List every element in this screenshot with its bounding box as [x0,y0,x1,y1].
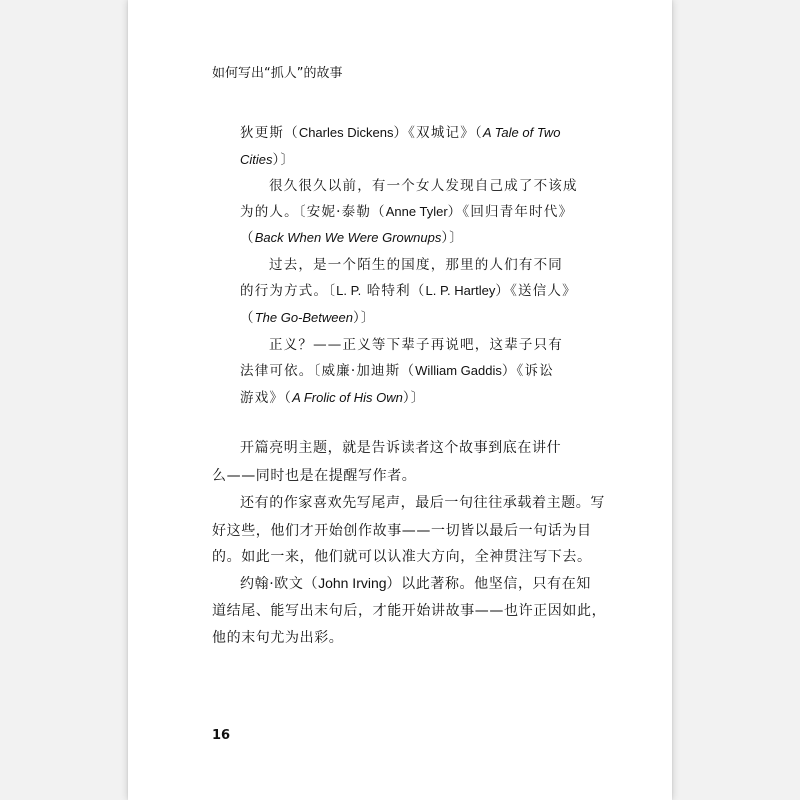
quote-3-line-2: 的行为方式。〔L. P. 哈特利（L. P. Hartley）《送信人》 [240,283,577,299]
paragraph-2-line-1: 还有的作家喜欢先写尾声，最后一句往往承载着主题。写 [240,495,605,511]
paragraph-3-line-1: 约翰·欧文（John Irving）以此著称。他坚信，只有在知 [240,575,591,592]
paragraph-3-line-3: 他的末句尤为出彩。 [212,630,344,646]
quote-4-line-1: 正义？——正义等下辈子再说吧，这辈子只有 [269,337,563,353]
paragraph-1-line-1: 开篇亮明主题，就是告诉读者这个故事到底在讲什 [240,440,562,456]
quote-4-line-3: 游戏》（A Frolic of His Own）〕 [240,390,426,406]
quote-2-line-2: 为的人。〔安妮·泰勒（Anne Tyler）《回归青年时代》 [240,204,574,220]
paragraph-3-line-2: 道结尾、能写出末句后，才能开始讲故事——也许正因如此， [212,603,607,619]
running-title: 如何写出“抓人”的故事 [212,66,343,81]
paragraph-2-line-3: 的。如此一来，他们就可以认准大方向，全神贯注写下去。 [212,549,592,565]
quote-2-line-3: （Back When We Were Grownups）〕 [240,230,465,246]
page-number: 16 [212,728,231,743]
paragraph-2-line-2: 好这些，他们才开始创作故事——一切皆以最后一句话为目 [212,523,592,539]
book-page [128,0,672,800]
quote-1-line-2: Cities）〕 [240,152,296,168]
quote-1-line-1: 狄更斯（Charles Dickens）《双城记》（A Tale of Two [240,125,561,141]
quote-3-line-1: 过去，是一个陌生的国度，那里的人们有不同 [269,257,563,273]
quote-2-line-1: 很久很久以前，有一个女人发现自己成了不该成 [269,178,578,194]
quote-4-line-2: 法律可依。〔威廉·加迪斯（William Gaddis）《诉讼 [240,363,554,379]
paragraph-1-line-2: 么——同时也是在提醒写作者。 [212,468,417,484]
quote-3-line-3: （The Go-Between）〕 [240,310,376,326]
